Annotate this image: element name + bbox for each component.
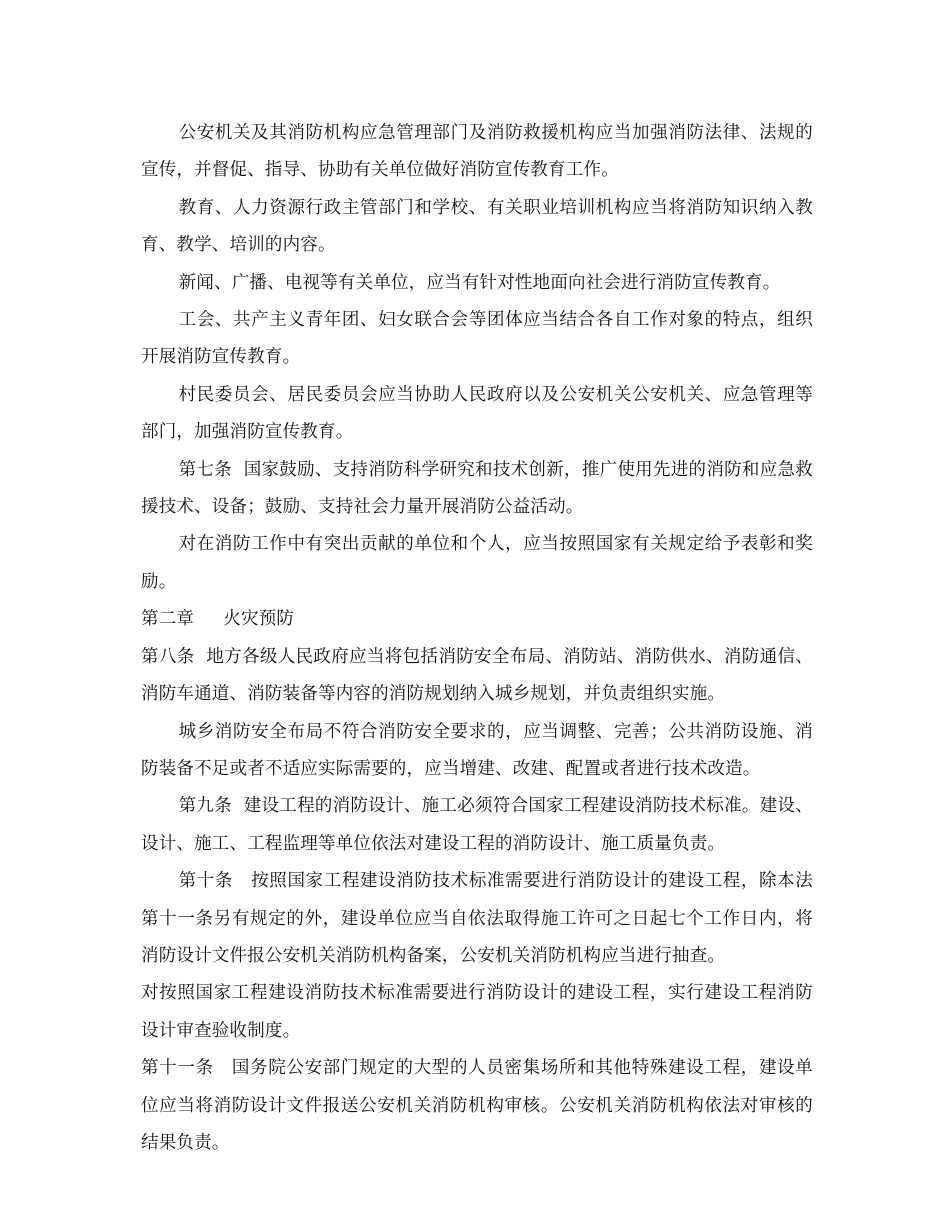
paragraph-article-9: 第九条 建设工程的消防设计、施工必须符合国家工程建设消防技术标准。建设、设计、施工、工程监理等单位依法对建设工程的消防设计、施工质量负责。 (141, 796, 813, 854)
paragraph-layout-adjustment: 城乡消防安全布局不符合消防安全要求的，应当调整、完善；公共消防设施、消防装备不足或者不适应实际需要的，应当增建、改建、配置或者进行技术改造。 (141, 721, 813, 779)
paragraph-committees-publicity: 村民委员会、居民委员会应当协助人民政府以及公安机关公安机关、应急管理等部门，加强消防宣传教育。 (141, 384, 813, 443)
paragraph-article-8: 第八条 地方各级人民政府应当将包括消防安全布局、消防站、消防供水、消防通信、消防车通道、消防装备等内容的消防规划纳入城乡规划，并负责组织实施。 (141, 646, 813, 705)
chapter-heading: 第二章 火灾预防 (141, 609, 295, 630)
paragraph-publicity-duty: 公安机关及其消防机构应急管理部门及消防救援机构应当加强消防法律、法规的宣传，并督促、指导、协助有关单位做好消防宣传教育工作。 (141, 123, 813, 181)
paragraph-article-11: 第十一条 国务院公安部门规定的大型的人员密集场所和其他特殊建设工程，建设单位应当将消防设计文件报送公安机关消防机构审核。公安机关消防机构依法对审核的结果负责。 (141, 1058, 813, 1153)
paragraph-commendation: 对在消防工作中有突出贡献的单位和个人，应当按照国家有关规定给予表彰和奖励。 (141, 534, 813, 592)
paragraph-organizations-publicity: 工会、共产主义青年团、妇女联合会等团体应当结合各自工作对象的特点，组织开展消防宣传教育。 (141, 310, 813, 368)
document-body (141, 115, 813, 1162)
paragraph-review-system: 对按照国家工程建设消防技术标准需要进行消防设计的建设工程，实行建设工程消防设计审查验收制度。 (141, 983, 813, 1041)
paragraph-education-content: 教育、人力资源行政主管部门和学校、有关职业培训机构应当将消防知识纳入教育、教学、培训的内容。 (141, 197, 813, 256)
paragraph-article-7: 第七条 国家鼓励、支持消防科学研究和技术创新，推广使用先进的消防和应急救援技术、设备；鼓励、支持社会力量开展消防公益活动。 (141, 459, 813, 518)
paragraph-media-publicity: 新闻、广播、电视等有关单位，应当有针对性地面向社会进行消防宣传教育。 (178, 272, 781, 293)
paragraph-article-10: 第十条 按照国家工程建设消防技术标准需要进行消防设计的建设工程，除本法第十一条另有规定的外，建设单位应当自依法取得施工许可之日起七个工作日内，将消防设计文件报公安机关消防机构备案，公安机关消防机构应当进行抽查。 (141, 871, 813, 966)
